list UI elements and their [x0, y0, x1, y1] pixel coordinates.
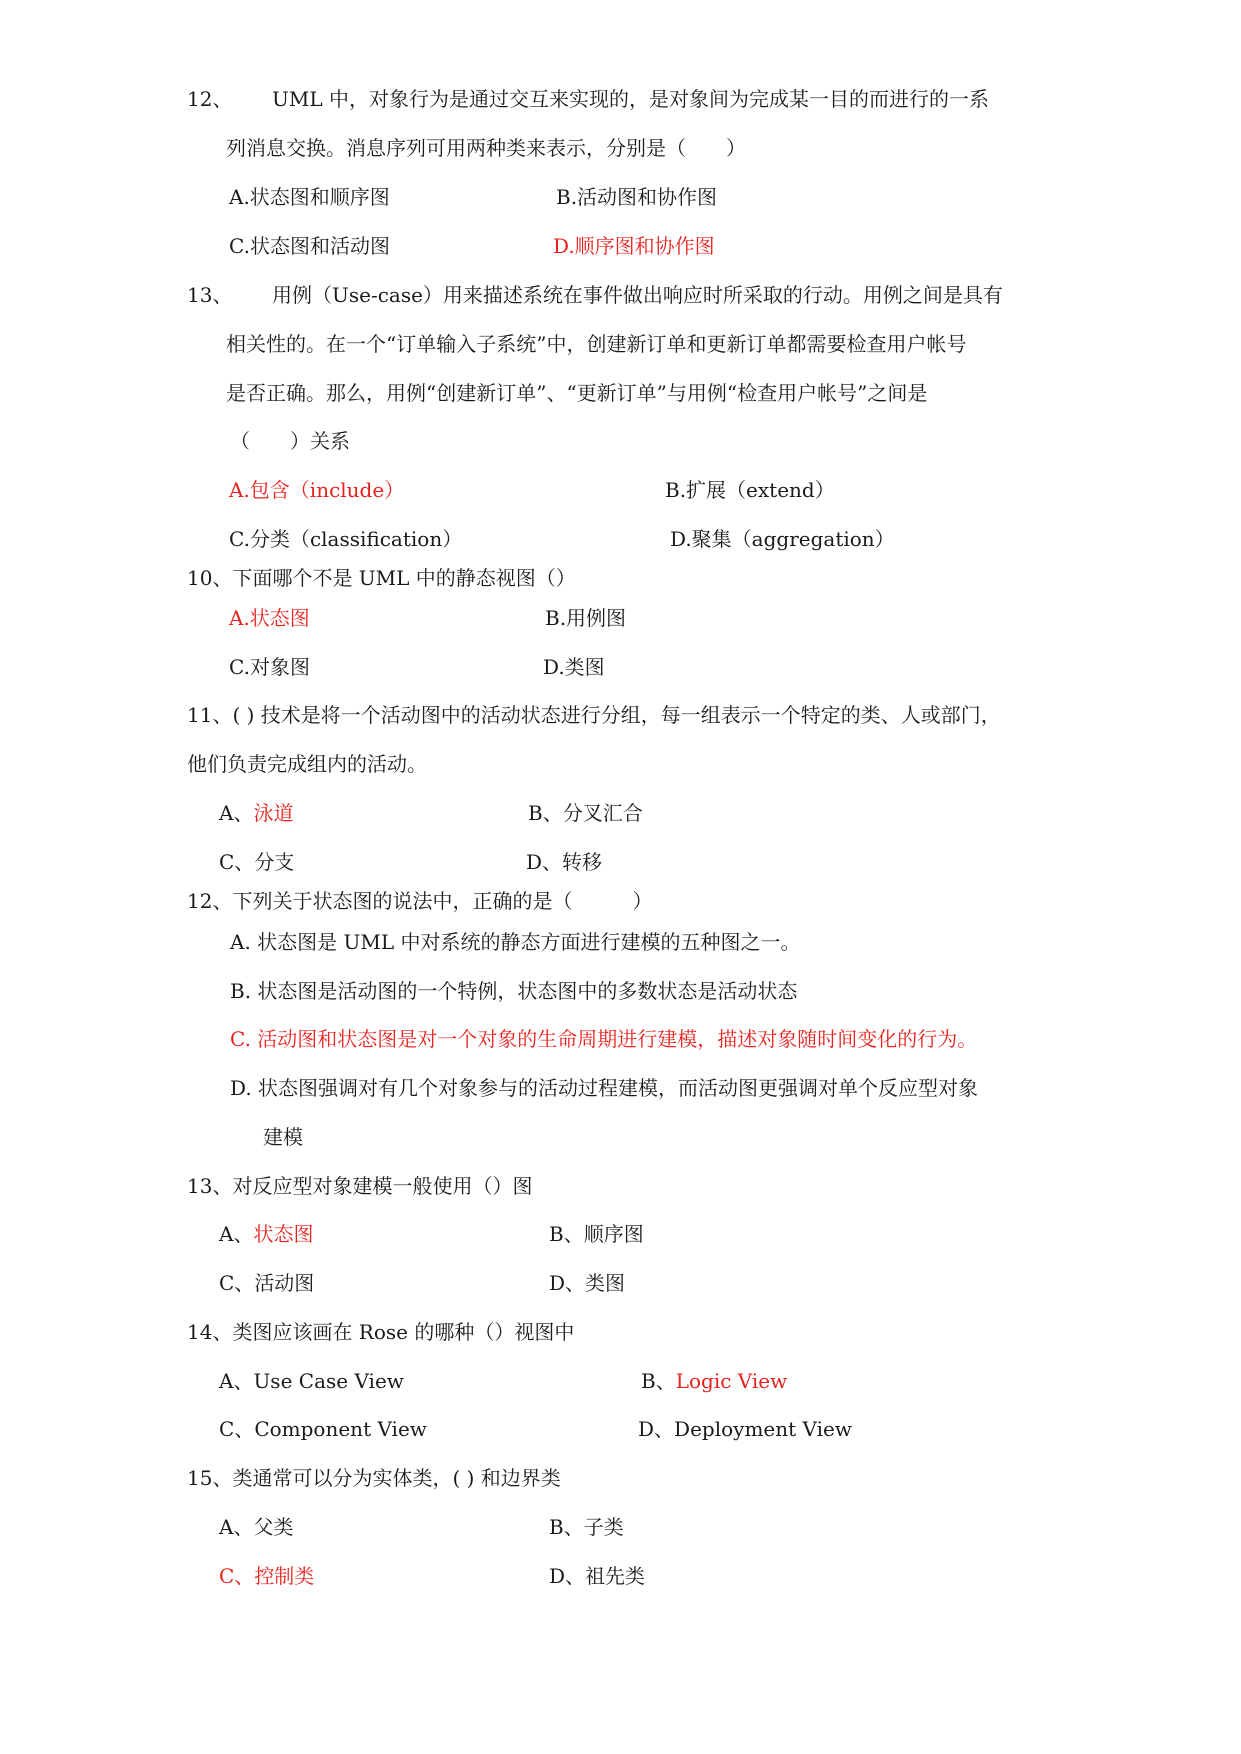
option-b	[549, 1514, 624, 1540]
option-prefix: C、	[219, 1564, 255, 1588]
option-b	[528, 800, 643, 826]
option-prefix: A、	[219, 801, 254, 825]
question-stem: 14、类图应该画在 Rose 的哪种（）视图中	[187, 1320, 575, 1344]
option-text: 分叉汇合	[562, 801, 643, 825]
option-a: A.状态图和顺序图	[229, 185, 390, 209]
option-d	[549, 1270, 625, 1296]
option-answer-text: 控制类	[254, 1564, 315, 1588]
option-a	[219, 1221, 313, 1247]
question-stem: 10、下面哪个不是 UML 中的静态视图（）	[187, 566, 576, 590]
option-answer-text: 状态图	[253, 1222, 314, 1246]
option-answer-text: 泳道	[253, 801, 294, 825]
option-c	[219, 849, 294, 875]
option-d: D.聚集（aggregation）	[670, 527, 895, 551]
option-b: B.用例图	[545, 606, 627, 630]
option-prefix: C、	[219, 850, 255, 874]
option-prefix: D、	[549, 1564, 586, 1588]
question-text-line: 相关性的。在一个“订单输入子系统”中，创建新订单和更新订单都需要检查用户帐号	[226, 332, 967, 356]
question-text-line: 他们负责完成组内的活动。	[187, 752, 427, 776]
question-stem: 15、类通常可以分为实体类，( ) 和边界类	[187, 1466, 561, 1490]
option-d-continuation: 建模	[263, 1125, 303, 1149]
option-b: B.活动图和协作图	[556, 185, 718, 209]
option-b: B.扩展（extend）	[665, 478, 835, 502]
option-prefix: A、	[219, 1515, 254, 1539]
option-d	[526, 849, 602, 875]
option-a	[219, 1514, 293, 1540]
question-stem: 13、对反应型对象建模一般使用（）图	[187, 1174, 533, 1198]
option-prefix: C、	[219, 1271, 255, 1295]
option-d: D. 状态图强调对有几个对象参与的活动过程建模，而活动图更强调对单个反应型对象	[230, 1076, 979, 1100]
option-answer-text: Logic View	[675, 1369, 788, 1393]
option-d	[549, 1563, 645, 1589]
question-text-line: 用例（Use-case）用来描述系统在事件做出响应时所采取的行动。用例之间是具有	[272, 283, 1003, 307]
option-c: C.状态图和活动图	[229, 234, 390, 258]
option-text: Deployment View	[674, 1417, 852, 1441]
option-a-answer: A.包含（include）	[229, 478, 405, 502]
question-text-line: 列消息交换。消息序列可用两种类来表示，分别是（ ）	[226, 136, 746, 160]
option-prefix: A、	[219, 1369, 254, 1393]
option-text: Use Case View	[253, 1369, 404, 1393]
option-text: 父类	[253, 1515, 294, 1539]
option-a	[219, 800, 293, 826]
option-prefix: D、	[549, 1271, 586, 1295]
option-c-answer	[219, 1563, 314, 1589]
question-stem: 12、下列关于状态图的说法中，正确的是（ ）	[187, 889, 653, 913]
option-d: D.类图	[543, 655, 605, 679]
option-prefix: D、	[638, 1417, 675, 1441]
option-text: 子类	[583, 1515, 624, 1539]
option-c: C.对象图	[229, 655, 310, 679]
option-prefix: B、	[549, 1515, 584, 1539]
option-c-answer: C. 活动图和状态图是对一个对象的生命周期进行建模，描述对象随时间变化的行为。	[230, 1027, 978, 1051]
option-c	[219, 1416, 427, 1442]
question-number: 13、	[187, 283, 233, 307]
option-prefix: A、	[219, 1222, 254, 1246]
question-text-line: （ ）关系	[230, 429, 350, 453]
question-number: 12、	[187, 87, 233, 111]
question-text-line: 11、( ) 技术是将一个活动图中的活动状态进行分组，每一组表示一个特定的类、人或部门，	[187, 703, 1001, 727]
option-b	[641, 1368, 787, 1394]
option-text: 活动图	[254, 1271, 315, 1295]
option-a	[219, 1368, 404, 1394]
option-text: 祖先类	[585, 1564, 646, 1588]
option-c	[219, 1270, 314, 1296]
option-b	[549, 1221, 644, 1247]
option-prefix: D、	[526, 850, 563, 874]
option-text: 分支	[254, 850, 295, 874]
question-text-line: UML 中，对象行为是通过交互来实现的，是对象间为完成某一目的而进行的一系	[272, 87, 989, 111]
option-a-answer: A.状态图	[229, 606, 310, 630]
option-b: B. 状态图是活动图的一个特例，状态图中的多数状态是活动状态	[230, 979, 798, 1003]
option-c: C.分类（classification）	[229, 527, 463, 551]
option-prefix: B、	[549, 1222, 584, 1246]
option-text: Component View	[254, 1417, 427, 1441]
option-text: 顺序图	[583, 1222, 644, 1246]
option-d-answer: D.顺序图和协作图	[553, 234, 715, 258]
option-a: A. 状态图是 UML 中对系统的静态方面进行建模的五种图之一。	[230, 930, 801, 954]
option-prefix: B、	[641, 1369, 676, 1393]
option-prefix: B、	[528, 801, 563, 825]
option-text: 类图	[585, 1271, 626, 1295]
option-prefix: C、	[219, 1417, 255, 1441]
option-d	[638, 1416, 852, 1442]
option-text: 转移	[562, 850, 603, 874]
question-text-line: 是否正确。那么，用例“创建新订单”、“更新订单”与用例“检查用户帐号”之间是	[226, 381, 928, 405]
